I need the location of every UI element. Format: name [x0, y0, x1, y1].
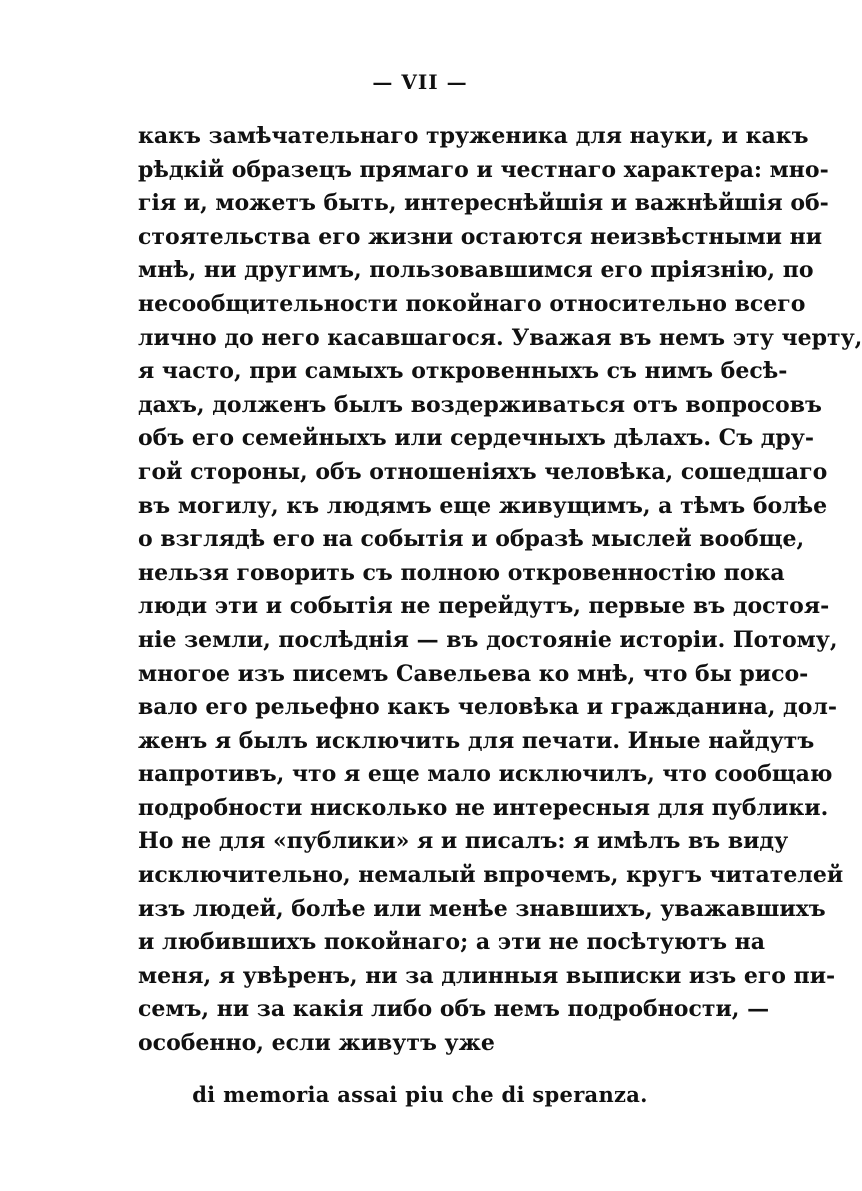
body-paragraph — [138, 120, 862, 1061]
text-line: исключительно, немалый впрочемъ, кругъ читателей — [138, 862, 844, 889]
text-line: гой стороны, объ отношеніяхъ человѣка, сошедшаго — [138, 458, 828, 485]
text-line: нельзя говорить съ полною откровенностію пока — [138, 559, 785, 586]
text-line: дахъ, долженъ былъ воздерживаться отъ вопросовъ — [138, 391, 822, 418]
text-line: стоятельства его жизни остаются неизвѣстными ни — [138, 223, 823, 250]
text-line: изъ людей, болѣе или менѣе знавшихъ, уважавшихъ — [138, 895, 826, 922]
text-line: объ его семейныхъ или сердечныхъ дѣлахъ. Съ дру- — [138, 425, 814, 452]
text-line: рѣдкій образецъ прямаго и честнаго характера: мно- — [138, 156, 829, 183]
text-line: Но не для «публики» я и писалъ: я имѣлъ въ виду — [138, 828, 789, 855]
text-line: многое изъ писемъ Савельева ко мнѣ, что бы рисо- — [138, 660, 809, 687]
text-line: люди эти и событія не перейдутъ, первые въ достоя- — [138, 593, 830, 620]
text-line: вало его рельефно какъ человѣка и гражданина, дол- — [138, 694, 838, 721]
text-line: какъ замѣчательнаго труженика для науки, и какъ — [138, 123, 809, 149]
text-line: ніе земли, послѣднія — въ достояніе исторіи. Потому, — [138, 626, 838, 653]
text-line: женъ я былъ исключить для печати. Иные найдутъ — [138, 727, 815, 754]
text-line: семъ, ни за какія либо объ немъ подробности, — — [138, 996, 770, 1023]
text-line: я часто, при самыхъ откровенныхъ съ нимъ бесѣ- — [138, 358, 788, 385]
text-line: меня, я увѣренъ, ни за длинныя выписки изъ его пи- — [138, 962, 836, 989]
italian-quote: di memoria assai piu che di speranza. — [192, 1082, 648, 1107]
text-line: и любившихъ покойнаго; а эти не посѣтуютъ на — [138, 929, 765, 956]
text-line: гія и, можетъ быть, интереснѣйшія и важнѣйшія об- — [138, 190, 829, 217]
text-line: лично до него касавшагося. Уважая въ немъ эту черту, — [138, 324, 862, 351]
page-number: — VII — — [372, 70, 468, 94]
text-line: мнѣ, ни другимъ, пользовавшимся его пріязнію, по — [138, 257, 814, 284]
text-line: несообщительности покойнаго относительно всего — [138, 290, 806, 317]
text-line: въ могилу, къ людямъ еще живущимъ, а тѣмъ болѣе — [138, 492, 828, 519]
text-line: о взглядѣ его на событія и образѣ мыслей вообще, — [138, 526, 805, 553]
text-line: подробности нисколько не интересныя для публики. — [138, 794, 829, 821]
text-line: напротивъ, что я еще мало исключилъ, что сообщаю — [138, 761, 833, 788]
text-line: особенно, если живутъ уже — [138, 1030, 495, 1057]
